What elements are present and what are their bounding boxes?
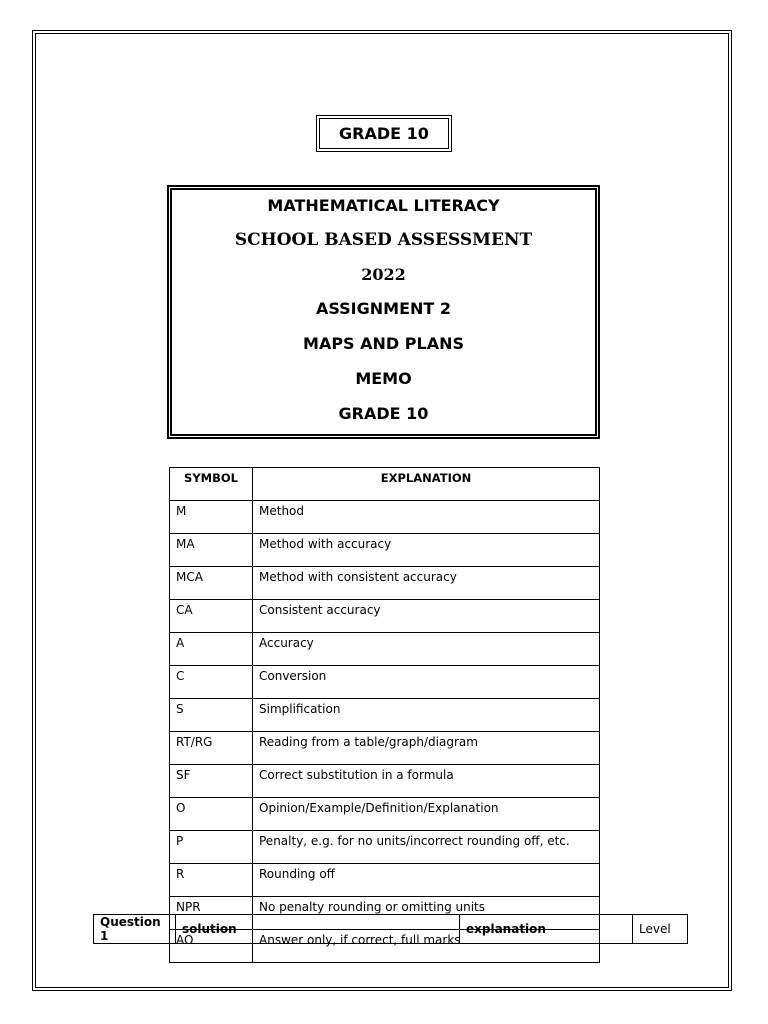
symbols-table	[169, 467, 600, 963]
symbol-cell: MA	[170, 534, 253, 567]
header-symbol: SYMBOL	[170, 468, 253, 501]
explanation-cell: Penalty, e.g. for no units/incorrect rounding off, etc.	[253, 831, 600, 864]
level-cell: Level	[633, 915, 688, 944]
explanation-cell: Accuracy	[253, 633, 600, 666]
title-box	[167, 185, 600, 439]
year-title: 2022	[361, 265, 406, 284]
symbol-cell: MCA	[170, 567, 253, 600]
grade-label: GRADE 10	[339, 124, 429, 143]
symbol-cell: AO	[170, 930, 253, 963]
table-row	[170, 600, 600, 633]
grade-label-box	[316, 115, 452, 152]
explanation-cell: Method	[253, 501, 600, 534]
symbol-cell: R	[170, 864, 253, 897]
topic-title: MAPS AND PLANS	[303, 334, 464, 353]
table-row	[170, 567, 600, 600]
table-row	[170, 798, 600, 831]
symbol-cell: SF	[170, 765, 253, 798]
question-cell: Question 1	[94, 915, 176, 944]
explanation-cell: Correct substitution in a formula	[253, 765, 600, 798]
memo-title: MEMO	[355, 369, 412, 388]
symbol-cell: CA	[170, 600, 253, 633]
symbol-cell: O	[170, 798, 253, 831]
assignment-title: ASSIGNMENT 2	[315, 299, 452, 318]
table-row	[170, 633, 600, 666]
table-row	[170, 831, 600, 864]
explanation-cell: Rounding off	[253, 864, 600, 897]
table-row	[170, 699, 600, 732]
explanation-cell: Answer only, if correct, full marks	[253, 930, 600, 963]
symbol-cell: A	[170, 633, 253, 666]
table-header-row	[170, 468, 600, 501]
explanation-cell: Consistent accuracy	[253, 600, 600, 633]
explanation-cell: Simplification	[253, 699, 600, 732]
table-row	[170, 864, 600, 897]
explanation-cell: Opinion/Example/Definition/Explanation	[253, 798, 600, 831]
question-header-table	[93, 914, 688, 944]
explanation-cell: No penalty rounding or omitting units	[253, 897, 600, 930]
explanation-cell: Method with consistent accuracy	[253, 567, 600, 600]
symbol-cell: M	[170, 501, 253, 534]
symbol-cell: P	[170, 831, 253, 864]
assessment-title: SCHOOL BASED ASSESSMENT	[234, 230, 533, 250]
subject-title: MATHEMATICAL LITERACY	[267, 196, 500, 215]
explanation-cell: Reading from a table/graph/diagram	[253, 732, 600, 765]
grade-title: GRADE 10	[338, 404, 429, 423]
table-row	[170, 732, 600, 765]
symbol-cell: S	[170, 699, 253, 732]
symbol-cell: C	[170, 666, 253, 699]
table-row	[170, 666, 600, 699]
symbol-cell: RT/RG	[170, 732, 253, 765]
explanation-cell: Conversion	[253, 666, 600, 699]
header-explanation: EXPLANATION	[253, 468, 600, 501]
explanation-header-cell: explanation	[460, 915, 633, 944]
table-row	[170, 534, 600, 567]
explanation-cell: Method with accuracy	[253, 534, 600, 567]
table-row	[170, 501, 600, 534]
solution-cell: solution	[176, 915, 460, 944]
question-header-row	[94, 915, 688, 944]
table-row	[170, 765, 600, 798]
symbol-cell: NPR	[170, 897, 253, 930]
